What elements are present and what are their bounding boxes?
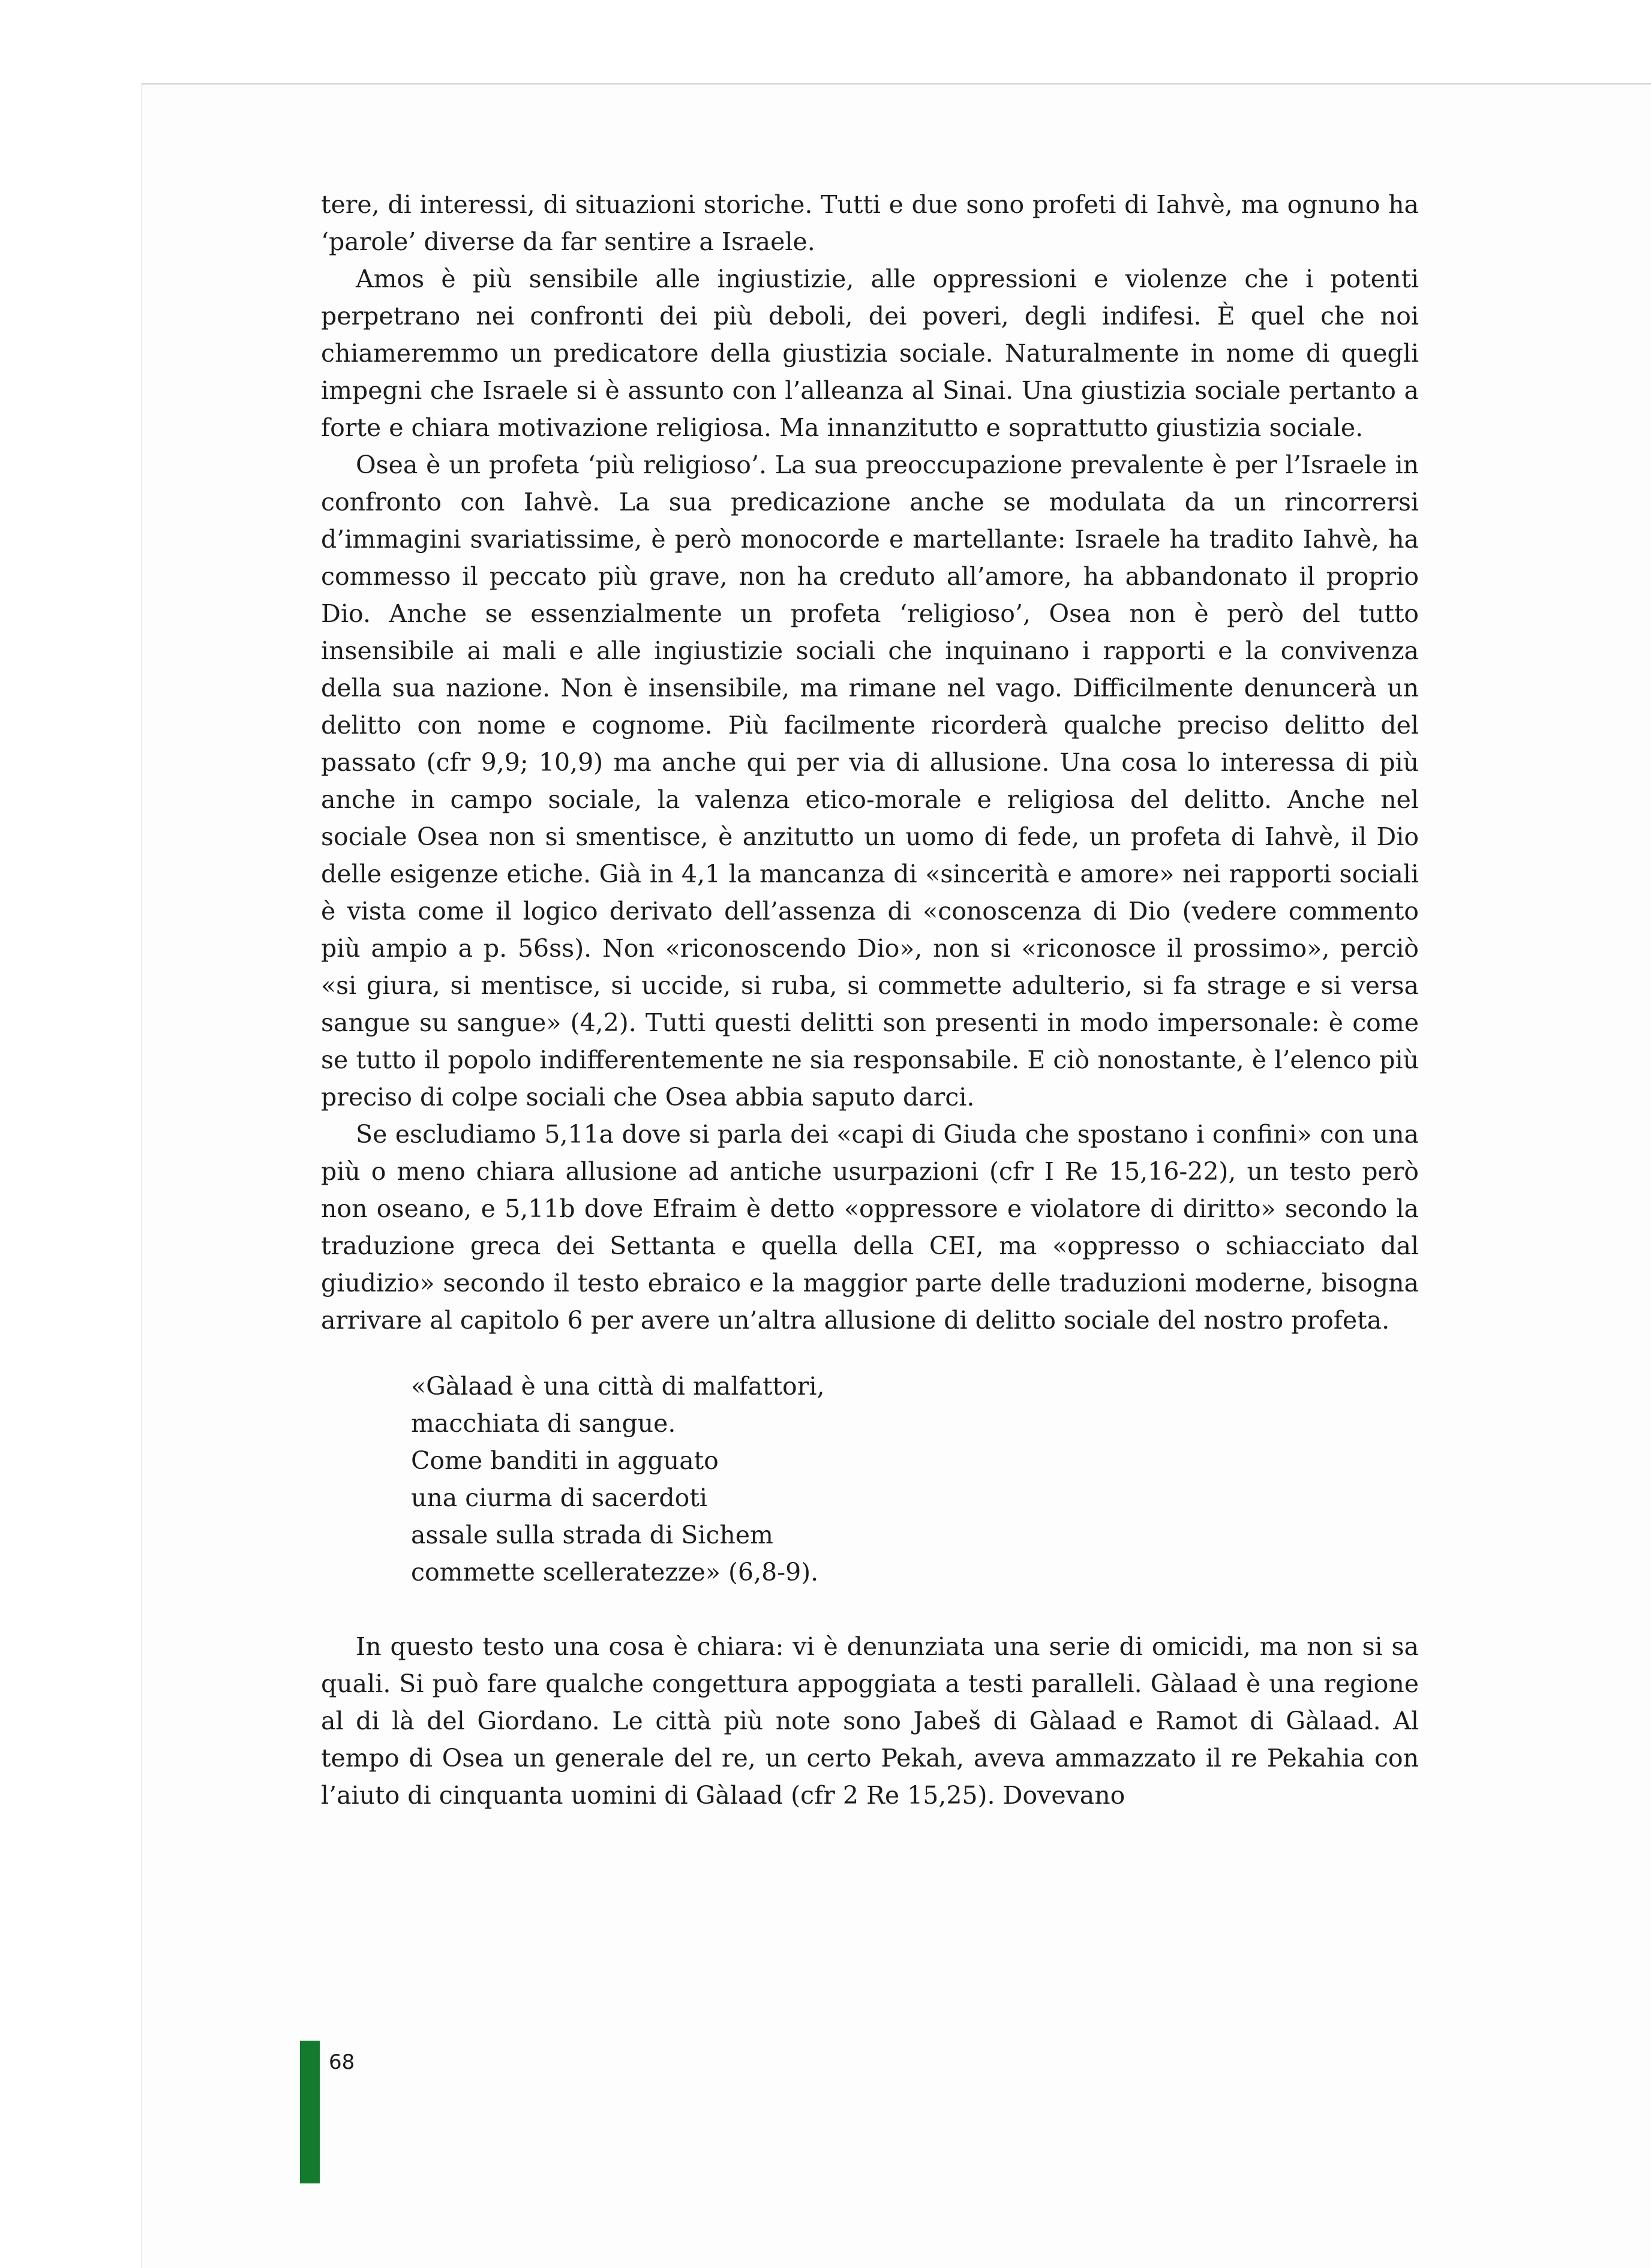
- page-number-bar: [300, 2041, 320, 2183]
- paragraph: Amos è più sensibile alle ingiustizie, alle oppressioni e violenze che i potenti perpetrano nei confronti dei più deboli, dei poveri, degli indifesi. È quel che noi chiameremmo un predicatore della giustizia sociale. Naturalmente in nome di quegli impegni che Israele si è assunto con l’alleanza al Sinai. Una giustizia sociale pertanto a forte e chiara motivazione religiosa. Ma innanzitutto e soprattutto giustizia sociale.: [321, 265, 1419, 442]
- scan-margin: [0, 0, 141, 2266]
- page-number: 68: [329, 2050, 355, 2074]
- paragraph: tere, di interessi, di situazioni storiche. Tutti e due sono profeti di Iahvè, ma ognuno ha ‘parole’ diverse da far sentire a Israele.: [321, 190, 1419, 256]
- paragraph: In questo testo una cosa è chiara: vi è denunziata una serie di omicidi, ma non si sa quali. Si può fare qualche congettura appoggiata a testi paralleli. Gàlaad è una regione al di là del Giordano. Le città più note sono Jabeš di Gàlaad e Ramot di Gàlaad. Al tempo di Osea un generale del re, un certo Pekah, aveva ammazzato il re Pekahia con l’aiuto di cinquanta uomini di Gàlaad (cfr 2 Re 15,25). Dovevano: [321, 1632, 1419, 1810]
- verse-line: una ciurma di sacerdoti: [411, 1483, 707, 1512]
- paragraph: Se escludiamo 5,11a dove si parla dei «capi di Giuda che spostano i confini» con una più o meno chiara allusione ad antiche usurpazioni (cfr I Re 15,16-22), un testo però non oseano, e 5,11b dove Efraim è detto «oppressore e violatore di diritto» secondo la traduzione greca dei Settanta e quella della CEI, ma «oppresso o schiacciato dal giudizio» secondo il testo ebraico e la maggior parte delle traduzioni moderne, bisogna arrivare al capitolo 6 per avere un’altra allusione di delitto sociale del nostro profeta.: [321, 1120, 1419, 1335]
- body-text: [321, 186, 1419, 1814]
- verse-line: Come banditi in agguato: [411, 1446, 719, 1475]
- quoted-verse: [411, 1368, 1419, 1591]
- paragraph: Osea è un profeta ‘più religioso’. La sua preoccupazione prevalente è per l’Israele in confronto con Iahvè. La sua predicazione anche se modulata da un rincorrersi d’immagini svariatissime, è però monocorde e martellante: Israele ha tradito Iahvè, ha commesso il peccato più grave, non ha creduto all’amore, ha abbandonato il proprio Dio. Anche se essenzialmente un profeta ‘religioso’, Osea non è però del tutto insensibile ai mali e alle ingiustizie sociali che inquinano i rapporti e la convivenza della sua nazione. Non è insensibile, ma rimane nel vago. Difficilmente denuncerà un delitto con nome e cognome. Più facilmente ricorderà qualche preciso delitto del passato (cfr 9,9; 10,9) ma anche qui per via di allusione. Una cosa lo interessa di più anche in campo sociale, la valenza etico-morale e religiosa del delitto. Anche nel sociale Osea non si smentisce, è anzitutto un uomo di fede, un profeta di Iahvè, il Dio delle esigenze etiche. Già in 4,1 la mancanza di «sincerità e amore» nei rapporti sociali è vista come il logico derivato dell’assenza di «conoscenza di Dio (vedere commento più ampio a p. 56ss). Non «riconoscendo Dio», non si «riconosce il prossimo», perciò «si giura, si mentisce, si uccide, si ruba, si commette adulterio, si fa strage e si versa sangue su sangue» (4,2). Tutti questi delitti son presenti in modo impersonale: è come se tutto il popolo indifferentemente ne sia responsabile. E ciò nonostante, è l’elenco più preciso di colpe sociali che Osea abbia saputo darci.: [321, 450, 1419, 1112]
- verse-line: «Gàlaad è una città di malfattori,: [411, 1372, 825, 1401]
- verse-line: macchiata di sangue.: [411, 1409, 676, 1438]
- verse-line: commette scelleratezze» (6,8-9).: [411, 1558, 819, 1587]
- verse-line: assale sulla strada di Sichem: [411, 1521, 773, 1549]
